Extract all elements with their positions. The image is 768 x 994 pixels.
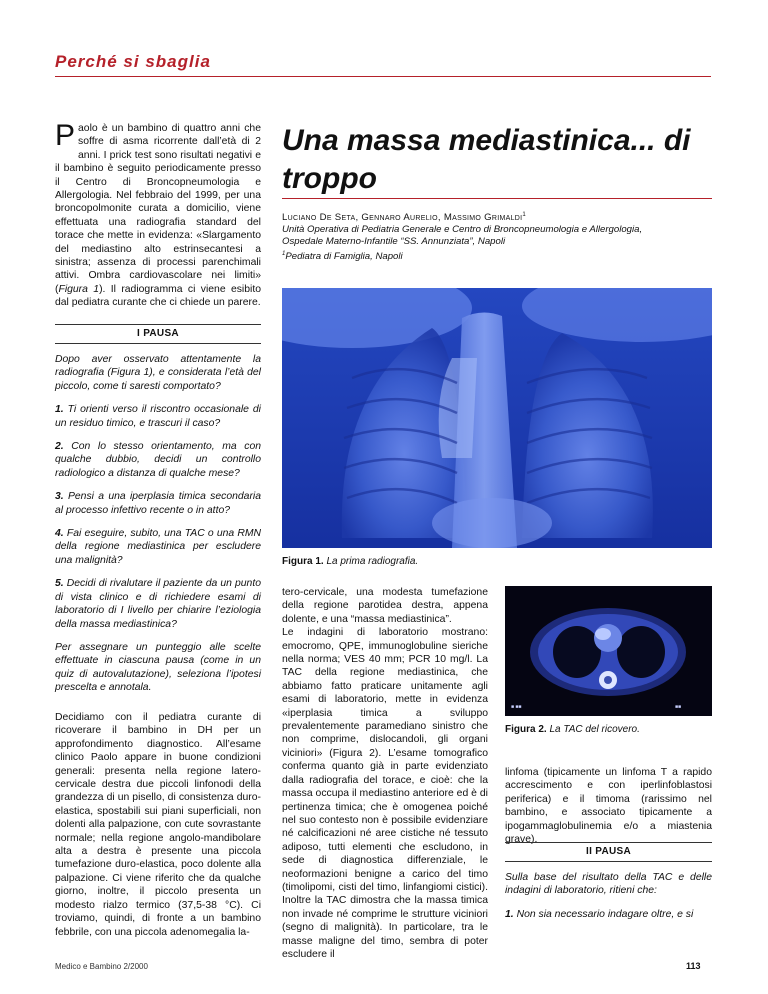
intro-paragraph: Paolo è un bambino di quattro anni che soffre di asma ricorrente dall’età di 2 anni. I prick test sono risultati negativi e il bambino è seguito periodicamente presso il Centro di Broncopneumologia e Allergologia. Nel febbraio del 1999, per una broncopolmonite curata a domicilio, viene effettuata una radiografia standard del torace che mette in evidenza: «Slargamento del mediastino alto estrinsecantesi a sinistra; assenza di processi parenchimali attivi. Ombra cardiovascolare nei limiti» (Figura 1). Il radiogramma ci viene esibito dal pediatra curante che ci chiede un parere. xyxy=(55,119,261,309)
figure-ref: Figura 1 xyxy=(58,283,100,295)
svg-text:■■: ■■ xyxy=(675,704,682,710)
figure-1-caption: Figura 1. La prima radiografia. xyxy=(282,556,419,567)
xray-image xyxy=(282,288,712,548)
page-number: 113 xyxy=(686,961,701,971)
article-title: Una massa mediastinica... di troppo xyxy=(282,124,691,195)
body-col3: linfoma (tipicamente un linfoma T a rapido accrescimento e con iperlinfoblastosi periferica) e il timoma (rarissimo nel bambino, e associato tipicamente a ipogammaglobulinemia e/o a miastenia grave). xyxy=(505,767,712,846)
pausa-1-option: 2. Con lo stesso orientamento, ma con qualche dubbio, decidi un controllo radiologico a distanza di qualche mese? xyxy=(55,441,261,479)
journal-name: Medico e Bambino 2/2000 xyxy=(55,962,148,971)
pausa-1-option: 1. Ti orienti verso il riscontro occasionale di un residuo timico, e trascuri il caso? xyxy=(55,404,261,429)
affiliation: Unità Operativa di Pediatria Generale e Centro di Broncopneumologia e Allergologia, xyxy=(282,224,643,236)
pausa-1-question: Dopo aver osservato attentamente la radiografia (Figura 1), e considerata l’età del piccolo, come ti saresti comportato? xyxy=(55,354,261,392)
section-title: Perché si sbaglia xyxy=(55,52,211,71)
pausa-1-heading: I PAUSA xyxy=(55,324,261,344)
authors-block: Luciano De Seta, Gennaro Aurelio, Massimo Grimaldi$^1$ Unità Operativa di Pediatria Generale e Centro di Broncopneumologia e Allergologia, Ospedale Materno-Infantile “SS. Annunziata”, Napoli $^1$Pediatra di Famiglia, Napoli xyxy=(282,209,712,263)
affiliation: Ospedale Materno-Infantile “SS. Annunziata”, Napoli xyxy=(282,236,506,248)
pausa-2 xyxy=(505,842,712,931)
pausa-1-option: 5. Decidi di rivalutare il paziente da un punto di vista clinico e di richiedere esami di laboratorio di I livello per chiarire l’eziologia della massa mediastinica? xyxy=(55,578,261,630)
ct-image xyxy=(505,586,712,716)
affiliation: $^1$Pediatra di Famiglia, Napoli xyxy=(282,251,403,263)
pausa-2-heading: II PAUSA xyxy=(505,842,712,862)
svg-text:■ ■■: ■ ■■ xyxy=(511,704,522,710)
figure-2-ct xyxy=(505,586,712,716)
title-divider xyxy=(282,198,712,199)
figure-1-xray xyxy=(282,288,712,548)
figure-2-caption: Figura 2. La TAC del ricovero. xyxy=(505,724,640,735)
author-names: Luciano De Seta, Gennaro Aurelio, Massimo Grimaldi xyxy=(282,212,523,224)
body-col1: Decidiamo con il pediatra curante di ricoverare il bambino in DH per un approfondimento diagnostico. All’esame clinico Paolo appare in buone condizioni generali: presenta nella regione latero-cervicale destra due piccoli linfonodi della grandezza di un pisello, di consistenza duro-elastica, spostabili sui piani superficiali, non dolenti alla palpazione, con cute sovrastante normale; nella regione angolo-mandibolare alta a destra è presente una piccola tumefazione duro-elastica, poco dolente alla palpazione. Ci viene riferito che da qualche giorno, inoltre, il piccolo presenta un modesto rialzo termico (37,5-38 °C). Ci troviamo, quindi, di fronte a un bambino febbrile, con una piccola adenomegalia la- xyxy=(55,712,261,938)
pausa-1-instruction: Per assegnare un punteggio alle scelte effettuate in ciascuna pausa (come in un quiz di autovalutazione), seleziona l’ipotesi prescelta e annotala. xyxy=(55,641,261,694)
dropcap: P xyxy=(55,119,76,152)
pausa-1-option: 4. Fai eseguire, subito, una TAC o una RMN della regione mediastinica per escludere una malignità? xyxy=(55,528,262,566)
pausa-1-option: 3. Pensi a una iperplasia timica secondaria al processo infettivo recente o in atto? xyxy=(55,491,261,516)
pausa-2-option: 1. Non sia necessario indagare oltre, e si xyxy=(505,908,694,920)
pausa-2-question: Sulla base del risultato della TAC e delle indagini di laboratorio, ritieni che: xyxy=(505,872,712,897)
pausa-1 xyxy=(55,324,261,705)
body-col2: tero-cervicale, una modesta tumefazione della regione parotidea destra, appena dolente, e una “massa mediastinica”. Le indagini di laboratorio mostrano: emocromo, QPE, immunoglobuline sieriche nella norma; VES 40 mm; PCR 10 mg/l. La TAC della regione mediastinica, che abbiamo fatto praticare unitamente agli esami di laboratorio, mette in evidenza «iperplasia timica a sviluppo prevalentemente paramediano sinistro che non comprime, dislocandoli, gli organi viciniori» (Figura 2). L’esame tomografico conferma quanto già in parte evidenziato dalla radiografia del torace, e cioè: che la massa occupa il mediastino anteriore ed è di pertinenza timica; che è omogenea poiché nel suo contesto non è possibile evidenziare né calcificazioni né aree cistiche né tessuto adiposo, tutti elementi che escludono, in sede di diagnostica differenziale, le neoformazioni benigne a carico del timo (timolipomi, cisti del timo, linfangiomi cistici). Inoltre la TAC dimostra che la massa timica non invade né comprime le strutture viciniori (segno di malignità). In particolare, tra le masse maligne del timo, sembra di poter escludere il xyxy=(282,587,488,960)
header-divider xyxy=(55,76,711,77)
